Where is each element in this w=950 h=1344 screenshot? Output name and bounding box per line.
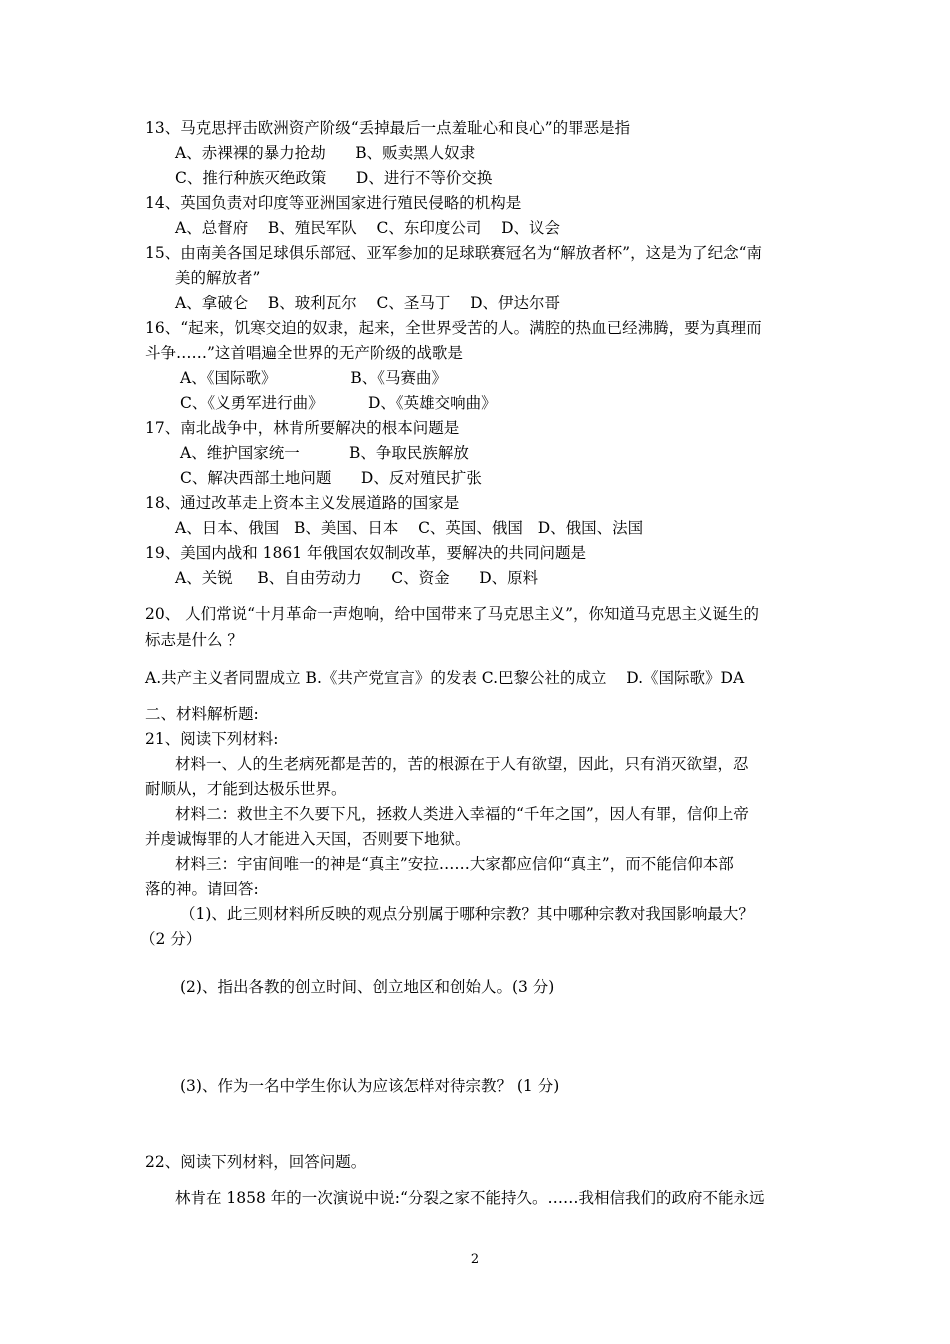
- question-22-line-1: 林肯在 1858 年的一次演说中说:“分裂之家不能持久。……我相信我们的政府不能永远: [175, 1189, 765, 1207]
- sub-question-2: (2)、指出各教的创立时间、创立地区和创始人。(3 分): [180, 978, 555, 996]
- material-1-line-2: 耐顺从，才能到达极乐世界。: [145, 780, 347, 798]
- question-14-stem: 14、英国负责对印度等亚洲国家进行殖民侵略的机构是: [145, 194, 522, 212]
- question-17-options-row-2: C、解决西部土地问题 D、反对殖民扩张: [180, 469, 482, 487]
- question-19-options-row-1: A、关锐 B、自由劳动力 C、资金 D、原料: [175, 569, 539, 587]
- sub-question-1-line-2: （2 分）: [140, 930, 202, 948]
- question-18-stem: 18、通过改革走上资本主义发展道路的国家是: [145, 494, 460, 512]
- sub-question-3: (3)、作为一名中学生你认为应该怎样对待宗教？ (1 分): [180, 1077, 560, 1095]
- question-20-stem-line-1: 20、 人们常说“十月革命一声炮响，给中国带来了马克思主义”，你知道马克思主义诞生的: [145, 605, 760, 623]
- page-number: 2: [470, 1252, 480, 1267]
- material-2-line-1: 材料二：救世主不久要下凡，拯救人类进入幸福的“千年之国”，因人有罪，信仰上帝: [175, 805, 749, 823]
- question-20-stem-line-2: 标志是什么 ？: [145, 631, 243, 649]
- question-22-stem: 22、阅读下列材料，回答问题。: [145, 1153, 367, 1171]
- section-2-title: 二、材料解析题:: [145, 705, 259, 723]
- question-13-stem: 13、马克思抨击欧洲资产阶级“丢掉最后一点羞耻心和良心”的罪恶是指: [145, 119, 631, 137]
- question-19-stem: 19、美国内战和 1861 年俄国农奴制改革，要解决的共同问题是: [145, 544, 587, 562]
- question-20-options: A.共产主义者同盟成立 B.《共产党宣言》的发表 C.巴黎公社的成立 D.《国际歌》DA: [145, 669, 745, 687]
- material-2-line-2: 并虔诚悔罪的人才能进入天国，否则要下地狱。: [145, 830, 471, 848]
- question-13-options-row-2: C、推行种族灭绝政策 D、进行不等价交换: [175, 169, 493, 187]
- question-21-stem: 21、阅读下列材料:: [145, 730, 279, 748]
- material-1-line-1: 材料一、人的生老病死都是苦的，苦的根源在于人有欲望，因此，只有消灭欲望，忍: [175, 755, 749, 773]
- question-14-options-row-1: A、总督府 B、殖民军队 C、东印度公司 D、议会: [175, 219, 560, 237]
- question-16-stem-line-2: 斗争……”这首唱遍全世界的无产阶级的战歌是: [145, 344, 463, 362]
- question-16-options-row-1: A、《国际歌》 B、《马赛曲》: [180, 369, 447, 387]
- question-16-stem-line-1: 16、“起来，饥寒交迫的奴隶，起来，全世界受苦的人。满腔的热血已经沸腾，要为真理而: [145, 319, 762, 337]
- question-13-options-row-1: A、赤裸裸的暴力抢劫 B、贩卖黑人奴隶: [175, 144, 476, 162]
- question-15-stem-line-2: 美的解放者”: [175, 269, 261, 287]
- material-3-line-1: 材料三：宇宙间唯一的神是“真主”安拉……大家都应信仰“真主”，而不能信仰本部: [175, 855, 734, 873]
- question-15-stem-line-1: 15、由南美各国足球俱乐部冠、亚军参加的足球联赛冠名为“解放者杯”，这是为了纪念“南: [145, 244, 762, 262]
- question-16-options-row-2: C、《义勇军进行曲》 D、《英雄交响曲》: [180, 394, 497, 412]
- question-18-options-row-1: A、日本、俄国 B、美国、日本 C、英国、俄国 D、俄国、法国: [175, 519, 644, 537]
- question-17-options-row-1: A、维护国家统一 B、争取民族解放: [180, 444, 469, 462]
- material-3-line-2: 落的神。请回答:: [145, 880, 259, 898]
- sub-question-1-line-1: （1)、此三则材料所反映的观点分别属于哪种宗教？其中哪种宗教对我国影响最大？: [180, 905, 754, 923]
- question-17-stem: 17、南北战争中，林肯所要解决的根本问题是: [145, 419, 460, 437]
- question-15-options-row-1: A、拿破仑 B、玻利瓦尔 C、圣马丁 D、伊达尔哥: [175, 294, 560, 312]
